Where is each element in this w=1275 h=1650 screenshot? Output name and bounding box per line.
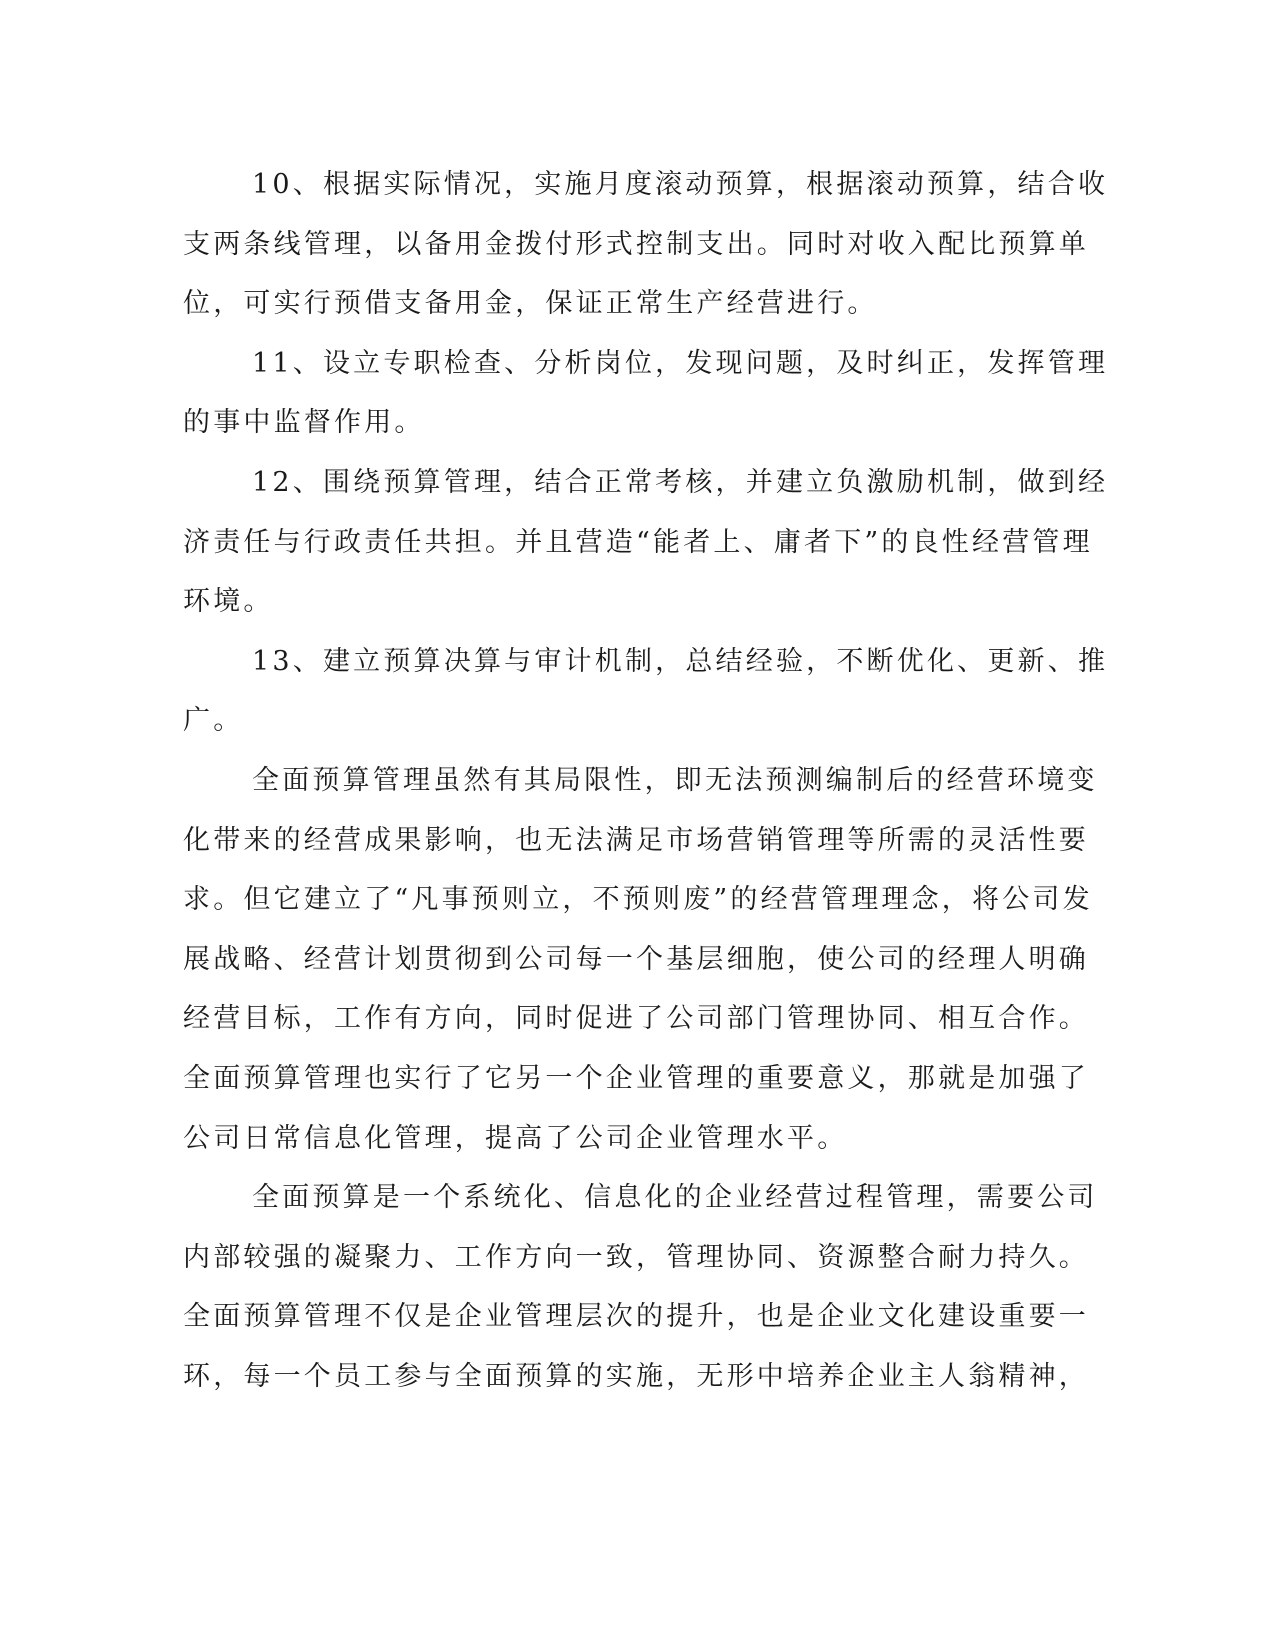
text-line: 位，可实行预借支备用金，保证正常生产经营进行。: [183, 288, 878, 320]
text-line: 化带来的经营成果影响，也无法满足市场营销管理等所需的灵活性要: [183, 824, 1089, 856]
text-line: 求。但它建立了“凡事预则立，不预则废”的经营管理理念，将公司发: [183, 884, 1093, 916]
text-line: 12、围绕预算管理，结合正常考核，并建立负激励机制，做到经: [252, 466, 1109, 498]
text-line: 10、根据实际情况，实施月度滚动预算，根据滚动预算，结合收: [252, 169, 1109, 200]
text-line: 全面预算是一个系统化、信息化的企业经营过程管理，需要公司: [252, 1182, 1098, 1214]
text-line: 环境。: [183, 586, 274, 618]
text-line: 13、建立预算决算与审计机制，总结经验，不断优化、更新、推: [252, 645, 1109, 677]
text-line: 环，每一个员工参与全面预算的实施，无形中培养企业主人翁精神，: [183, 1360, 1089, 1392]
text-line: 支两条线管理，以备用金拨付形式控制支出。同时对收入配比预算单: [183, 228, 1089, 260]
text-line: 展战略、经营计划贯彻到公司每一个基层细胞，使公司的经理人明确: [183, 943, 1089, 975]
text-line: 公司日常信息化管理，提高了公司企业管理水平。: [183, 1122, 848, 1154]
text-line: 济责任与行政责任共担。并且营造“能者上、庸者下”的良性经营管理: [183, 526, 1093, 558]
text-line: 全面预算管理虽然有其局限性，即无法预测编制后的经营环境变: [252, 764, 1098, 796]
document-body: [183, 155, 1109, 1406]
text-line: 全面预算管理不仅是企业管理层次的提升，也是企业文化建设重要一: [183, 1301, 1089, 1333]
text-line: 内部较强的凝聚力、工作方向一致，管理协同、资源整合耐力持久。: [183, 1241, 1089, 1273]
text-line: 广。: [183, 705, 244, 737]
text-line: 的事中监督作用。: [183, 407, 425, 439]
text-line: 11、设立专职检查、分析岗位，发现问题，及时纠正，发挥管理: [252, 347, 1109, 379]
text-line: 经营目标，工作有方向，同时促进了公司部门管理协同、相互合作。: [183, 1003, 1089, 1035]
text-line: 全面预算管理也实行了它另一个企业管理的重要意义，那就是加强了: [183, 1062, 1089, 1094]
